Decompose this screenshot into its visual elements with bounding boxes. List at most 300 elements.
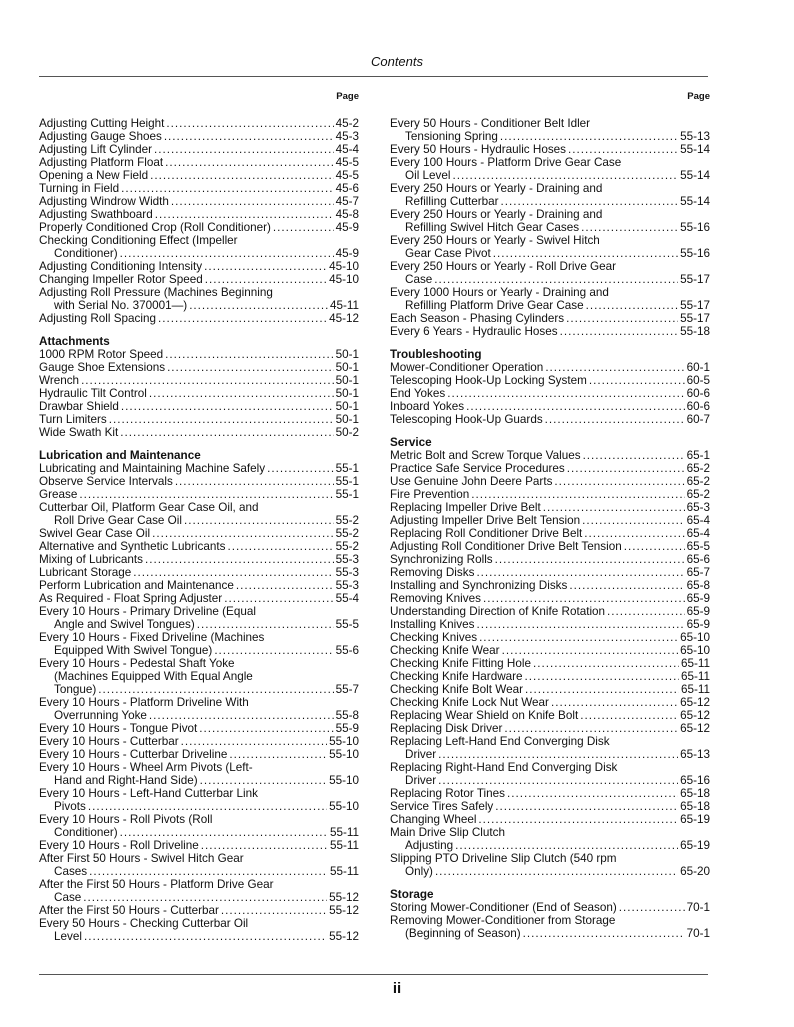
toc-entry xyxy=(39,413,359,426)
toc-entry xyxy=(390,527,710,540)
entry-title: Level xyxy=(54,930,82,943)
entry-title-line: Every 250 Hours or Yearly - Swivel Hitch xyxy=(390,234,600,247)
entry-title: Every 10 Hours - Tongue Pivot xyxy=(39,722,198,735)
toc-left-column xyxy=(39,90,359,943)
entry-page-number: 55-1 xyxy=(335,488,359,501)
toc-entry xyxy=(39,426,359,439)
entry-title: Only) xyxy=(405,865,433,878)
entry-title: Conditioner) xyxy=(54,826,118,839)
entry-page-number: 65-4 xyxy=(686,527,710,540)
toc-entry xyxy=(39,488,359,501)
entry-row xyxy=(390,312,710,325)
entry-page-number: 55-6 xyxy=(335,644,359,657)
toc-entry xyxy=(39,748,359,761)
section-title: Lubrication and Maintenance xyxy=(39,449,201,462)
entry-page-number: 65-13 xyxy=(680,748,710,761)
dot-leader xyxy=(81,374,334,387)
entry-title-line: Every 10 Hours - Primary Driveline (Equal xyxy=(39,605,256,618)
dot-leader xyxy=(165,156,334,169)
dot-leader xyxy=(478,813,678,826)
toc-section xyxy=(390,117,710,338)
entry-title: Lubricant Storage xyxy=(39,566,132,579)
entry-title: Adjusting Impeller Drive Belt Tension xyxy=(390,514,581,527)
entry-title: Telescoping Hook-Up Guards xyxy=(390,413,543,426)
entry-row xyxy=(390,221,710,234)
entry-title-line: Every 10 Hours - Left-Hand Cutterbar Link xyxy=(39,787,258,800)
dot-leader xyxy=(551,696,678,709)
entry-row xyxy=(390,748,710,761)
entry-title-line: Every 10 Hours - Pedestal Shaft Yoke xyxy=(39,657,235,670)
toc-section xyxy=(39,335,359,439)
toc-entry xyxy=(390,449,710,462)
entry-page-number: 65-11 xyxy=(680,657,710,670)
dot-leader xyxy=(545,413,685,426)
entry-page-number: 55-3 xyxy=(335,553,359,566)
toc-entry xyxy=(390,208,710,234)
dot-leader xyxy=(145,553,334,566)
dot-leader xyxy=(560,325,679,338)
entry-title: Mixing of Lubricants xyxy=(39,553,143,566)
section-title: Storage xyxy=(390,888,434,901)
dot-leader xyxy=(184,514,334,527)
entry-title: Overrunning Yoke xyxy=(54,709,147,722)
toc-entry xyxy=(39,722,359,735)
dot-leader xyxy=(525,683,679,696)
entry-row xyxy=(390,488,710,501)
entry-title: Hydraulic Tilt Control xyxy=(39,387,147,400)
entry-title: Changing Impeller Rotor Speed xyxy=(39,273,203,286)
entry-title-line: Every 50 Hours - Conditioner Belt Idler xyxy=(390,117,591,130)
entry-row xyxy=(39,774,359,787)
entry-title: Equipped With Swivel Tongue) xyxy=(54,644,213,657)
entry-row xyxy=(39,839,359,852)
entry-page-number: 55-9 xyxy=(335,722,359,735)
entry-page-number: 65-10 xyxy=(680,644,710,657)
dot-leader xyxy=(152,527,334,540)
entry-row xyxy=(390,374,710,387)
toc-entry xyxy=(390,260,710,286)
entry-page-number: 45-5 xyxy=(335,169,359,182)
toc-entry xyxy=(39,195,359,208)
toc-entry xyxy=(39,878,359,904)
entry-title: Adjusting Lift Cylinder xyxy=(39,143,153,156)
dot-leader xyxy=(165,348,334,361)
entry-title: Checking Knives xyxy=(390,631,478,644)
entry-row xyxy=(390,527,710,540)
entry-page-number: 55-2 xyxy=(335,527,359,540)
entry-row xyxy=(39,930,359,943)
toc-entry xyxy=(39,813,359,839)
entry-row xyxy=(390,605,710,618)
toc-section xyxy=(39,117,359,325)
entry-row xyxy=(390,644,710,657)
entry-page-number: 55-11 xyxy=(329,839,359,852)
toc-entry xyxy=(39,117,359,130)
entry-page-number: 55-3 xyxy=(335,566,359,579)
entry-title: Mower-Conditioner Operation xyxy=(390,361,544,374)
toc-entry xyxy=(39,475,359,488)
toc-entry xyxy=(390,579,710,592)
entry-page-number: 50-2 xyxy=(335,426,359,439)
toc-entry xyxy=(39,540,359,553)
dot-leader xyxy=(580,709,678,722)
entry-page-number: 45-8 xyxy=(335,208,359,221)
entry-page-number: 55-14 xyxy=(680,143,710,156)
entry-title: Replacing Roll Conditioner Drive Belt xyxy=(390,527,583,540)
dot-leader xyxy=(543,501,685,514)
entry-page-number: 45-5 xyxy=(335,156,359,169)
toc-entry xyxy=(39,735,359,748)
entry-title: Adjusting Roll Spacing xyxy=(39,312,156,325)
entry-page-number: 55-12 xyxy=(329,930,359,943)
entry-row xyxy=(390,927,710,940)
entry-title: with Serial No. 370001—) xyxy=(54,299,188,312)
dot-leader xyxy=(545,361,684,374)
entry-title-line: (Machines Equipped With Equal Angle xyxy=(54,670,253,683)
entry-page-number: 45-9 xyxy=(335,247,359,260)
entry-row xyxy=(39,400,359,413)
dot-leader xyxy=(166,117,333,130)
entry-page-number: 60-5 xyxy=(686,374,710,387)
entry-page-number: 65-5 xyxy=(686,540,710,553)
entry-page-number: 50-1 xyxy=(335,374,359,387)
entry-title-line: Cutterbar Oil, Platform Gear Case Oil, and xyxy=(39,501,259,514)
toc-section xyxy=(390,348,710,426)
entry-title: Adjusting Windrow Width xyxy=(39,195,169,208)
dot-leader xyxy=(466,400,685,413)
entry-row xyxy=(39,891,359,904)
toc-section xyxy=(390,888,710,940)
entry-page-number: 65-9 xyxy=(686,605,710,618)
entry-title: Metric Bolt and Screw Torque Values xyxy=(390,449,581,462)
toc-entry xyxy=(39,273,359,286)
dot-leader xyxy=(624,540,685,553)
entry-page-number: 65-1 xyxy=(686,449,710,462)
entry-title: Refilling Swivel Hitch Gear Cases xyxy=(405,221,580,234)
entry-row xyxy=(39,566,359,579)
entry-row xyxy=(390,130,710,143)
entry-page-number: 55-17 xyxy=(680,299,710,312)
entry-title: Every 50 Hours - Hydraulic Hoses xyxy=(390,143,567,156)
entry-title-line: Every 10 Hours - Wheel Arm Pivots (Left- xyxy=(39,761,253,774)
entry-page-number: 60-1 xyxy=(686,361,710,374)
toc-entry xyxy=(390,182,710,208)
entry-page-number: 45-10 xyxy=(329,273,359,286)
entry-title-line: Slipping PTO Driveline Slip Clutch (540 rpm xyxy=(390,852,617,865)
entry-row xyxy=(39,553,359,566)
entry-title-line: Every 10 Hours - Roll Pivots (Roll xyxy=(39,813,213,826)
entry-page-number: 65-12 xyxy=(680,722,710,735)
entry-row xyxy=(39,374,359,387)
entry-row xyxy=(390,449,710,462)
page-title: Contents xyxy=(370,54,424,69)
entry-title-line: After First 50 Hours - Swivel Hitch Gear xyxy=(39,852,244,865)
entry-page-number: 65-11 xyxy=(680,670,710,683)
dot-leader xyxy=(133,566,333,579)
toc-entry xyxy=(39,852,359,878)
entry-row xyxy=(390,839,710,852)
entry-row xyxy=(39,413,359,426)
entry-title: Installing Knives xyxy=(390,618,475,631)
toc-entry xyxy=(390,722,710,735)
entry-row xyxy=(390,722,710,735)
entry-title: Every 6 Years - Hydraulic Hoses xyxy=(390,325,558,338)
entry-row xyxy=(390,413,710,426)
toc-entry xyxy=(39,501,359,527)
entry-page-number: 55-16 xyxy=(680,221,710,234)
toc-entry xyxy=(390,488,710,501)
dot-leader xyxy=(121,400,334,413)
entry-title: Cases xyxy=(54,865,88,878)
entry-title: Driver xyxy=(405,774,437,787)
entry-row xyxy=(39,618,359,631)
entry-row xyxy=(39,273,359,286)
toc-entry xyxy=(390,475,710,488)
entry-page-number: 55-10 xyxy=(329,774,359,787)
entry-title: Inboard Yokes xyxy=(390,400,465,413)
entry-page-number: 65-11 xyxy=(680,683,710,696)
entry-row xyxy=(390,657,710,670)
toc-entry xyxy=(39,143,359,156)
dot-leader xyxy=(566,312,678,325)
entry-title: Driver xyxy=(405,748,437,761)
entry-title-line: Checking Conditioning Effect (Impeller xyxy=(39,234,238,247)
toc-entry xyxy=(39,631,359,657)
entry-title: Each Season - Phasing Cylinders xyxy=(390,312,565,325)
toc-entry xyxy=(390,826,710,852)
dot-leader xyxy=(483,592,685,605)
entry-page-number: 65-3 xyxy=(686,501,710,514)
entry-title: Changing Wheel xyxy=(390,813,477,826)
entry-title: Every 10 Hours - Roll Driveline xyxy=(39,839,199,852)
entry-row xyxy=(390,169,710,182)
dot-leader xyxy=(501,195,679,208)
entry-title-line: Every 100 Hours - Platform Drive Gear Case xyxy=(390,156,622,169)
dot-leader xyxy=(181,735,327,748)
entry-title-line: Every 1000 Hours or Yearly - Draining and xyxy=(390,286,609,299)
toc-right-column xyxy=(390,90,710,940)
entry-page-number: 55-18 xyxy=(680,325,710,338)
dot-leader xyxy=(452,169,678,182)
toc-entry xyxy=(390,787,710,800)
footer-rule xyxy=(39,974,708,975)
entry-title: End Yokes xyxy=(390,387,446,400)
entry-page-number: 55-14 xyxy=(680,169,710,182)
entry-page-number: 60-6 xyxy=(686,400,710,413)
entry-page-number: 65-18 xyxy=(680,787,710,800)
entry-page-number: 50-1 xyxy=(335,400,359,413)
entry-page-number: 65-2 xyxy=(686,488,710,501)
toc-entry xyxy=(39,312,359,325)
dot-leader xyxy=(167,361,334,374)
toc-entry xyxy=(39,208,359,221)
entry-page-number: 55-2 xyxy=(335,514,359,527)
entry-title: Pivots xyxy=(54,800,86,813)
toc-entry xyxy=(39,553,359,566)
entry-page-number: 55-7 xyxy=(335,683,359,696)
dot-leader xyxy=(525,670,679,683)
entry-page-number: 55-12 xyxy=(329,904,359,917)
toc-entry xyxy=(390,413,710,426)
toc-entry xyxy=(39,761,359,787)
entry-title: Installing and Synchronizing Disks xyxy=(390,579,568,592)
entry-row xyxy=(390,670,710,683)
entry-page-number: 55-11 xyxy=(329,865,359,878)
toc-entry xyxy=(39,387,359,400)
entry-title: Use Genuine John Deere Parts xyxy=(390,475,553,488)
dot-leader xyxy=(569,579,684,592)
entry-row xyxy=(39,247,359,260)
dot-leader xyxy=(495,553,685,566)
dot-leader xyxy=(229,748,327,761)
entry-row xyxy=(39,130,359,143)
entry-title: Conditioner) xyxy=(54,247,118,260)
toc-entry xyxy=(39,286,359,312)
entry-page-number: 55-13 xyxy=(680,130,710,143)
toc-entry xyxy=(39,579,359,592)
entry-title: Lubricating and Maintaining Machine Safely xyxy=(39,462,266,475)
toc-entry xyxy=(390,618,710,631)
dot-leader xyxy=(227,540,333,553)
entry-page-number: 45-12 xyxy=(329,312,359,325)
toc-entry xyxy=(390,901,710,914)
entry-page-number: 70-1 xyxy=(686,927,710,940)
toc-entry xyxy=(39,169,359,182)
entry-page-number: 55-5 xyxy=(335,618,359,631)
toc-entry xyxy=(39,566,359,579)
dot-leader xyxy=(120,247,334,260)
entry-title: Drawbar Shield xyxy=(39,400,119,413)
entry-row xyxy=(390,592,710,605)
toc-entry xyxy=(39,904,359,917)
entry-row xyxy=(39,117,359,130)
dot-leader xyxy=(205,273,327,286)
entry-title-line: Every 250 Hours or Yearly - Draining and xyxy=(390,182,603,195)
dot-leader xyxy=(476,566,684,579)
toc-entry xyxy=(390,605,710,618)
dot-leader xyxy=(155,208,334,221)
dot-leader xyxy=(98,683,333,696)
entry-page-number: 65-20 xyxy=(680,865,710,878)
entry-row xyxy=(390,553,710,566)
toc-entry xyxy=(39,657,359,696)
entry-page-number: 45-7 xyxy=(335,195,359,208)
entry-title: Alternative and Synthetic Lubricants xyxy=(39,540,226,553)
toc-sections xyxy=(39,117,359,943)
entry-row xyxy=(390,247,710,260)
dot-leader xyxy=(121,182,333,195)
toc-entry xyxy=(390,462,710,475)
entry-title: Hand and Right-Hand Side) xyxy=(54,774,198,787)
entry-title: Swivel Gear Case Oil xyxy=(39,527,151,540)
toc-entry xyxy=(390,540,710,553)
entry-row xyxy=(390,696,710,709)
entry-title-line: After the First 50 Hours - Platform Drive Gear xyxy=(39,878,274,891)
entry-title-line: Replacing Left-Hand End Converging Disk xyxy=(390,735,610,748)
entry-row xyxy=(39,488,359,501)
entry-page-number: 50-1 xyxy=(335,361,359,374)
entry-row xyxy=(390,631,710,644)
entry-page-number: 55-1 xyxy=(335,475,359,488)
entry-row xyxy=(39,592,359,605)
entry-page-number: 55-17 xyxy=(680,312,710,325)
entry-page-number: 65-4 xyxy=(686,514,710,527)
entry-row xyxy=(390,514,710,527)
entry-row xyxy=(39,156,359,169)
toc-entry xyxy=(390,696,710,709)
toc-entry xyxy=(39,462,359,475)
entry-title: Turn Limiters xyxy=(39,413,107,426)
entry-page-number: 65-12 xyxy=(680,709,710,722)
toc-entry xyxy=(390,566,710,579)
entry-title: Every 10 Hours - Cutterbar Driveline xyxy=(39,748,228,761)
entry-page-number: 55-12 xyxy=(329,891,359,904)
entry-row xyxy=(39,169,359,182)
entry-row xyxy=(39,361,359,374)
toc-entry xyxy=(390,514,710,527)
entry-title: Adjusting xyxy=(405,839,454,852)
entry-page-number: 55-10 xyxy=(329,800,359,813)
dot-leader xyxy=(199,722,333,735)
toc-entry xyxy=(390,312,710,325)
entry-title: Refilling Cutterbar xyxy=(405,195,499,208)
toc-entry xyxy=(39,917,359,943)
entry-row xyxy=(39,579,359,592)
dot-leader xyxy=(434,273,678,286)
entry-row xyxy=(39,299,359,312)
dot-leader xyxy=(171,195,334,208)
entry-title: Refilling Platform Drive Gear Case xyxy=(405,299,584,312)
entry-title-line: Every 250 Hours or Yearly - Draining and xyxy=(390,208,603,221)
dot-leader xyxy=(158,312,327,325)
entry-row xyxy=(390,774,710,787)
entry-row xyxy=(390,325,710,338)
entry-title: After the First 50 Hours - Cutterbar xyxy=(39,904,219,917)
entry-row xyxy=(39,462,359,475)
entry-title: Observe Service Intervals xyxy=(39,475,173,488)
section-title: Service xyxy=(390,436,432,449)
dot-leader xyxy=(438,748,678,761)
entry-row xyxy=(390,195,710,208)
dot-leader xyxy=(582,514,684,527)
toc-entry xyxy=(390,592,710,605)
entry-row xyxy=(39,800,359,813)
dot-leader xyxy=(504,722,678,735)
dot-leader xyxy=(607,605,685,618)
entry-title: Service Tires Safely xyxy=(390,800,494,813)
entry-title: Every 10 Hours - Cutterbar xyxy=(39,735,179,748)
toc-entry xyxy=(390,325,710,338)
dot-leader xyxy=(224,592,333,605)
toc-entry xyxy=(39,605,359,631)
dot-leader xyxy=(221,904,327,917)
entry-title: Case xyxy=(54,891,82,904)
entry-page-number: 65-2 xyxy=(686,462,710,475)
entry-page-number: 65-10 xyxy=(680,631,710,644)
dot-leader xyxy=(493,247,678,260)
entry-title: Synchronizing Rolls xyxy=(390,553,493,566)
entry-page-number: 65-18 xyxy=(680,800,710,813)
entry-page-number: 50-1 xyxy=(335,413,359,426)
entry-title: Removing Knives xyxy=(390,592,481,605)
entry-row xyxy=(39,475,359,488)
toc-entry xyxy=(390,683,710,696)
dot-leader xyxy=(581,221,678,234)
entry-page-number: 65-9 xyxy=(686,592,710,605)
section-title: Attachments xyxy=(39,335,110,348)
toc-entry xyxy=(39,260,359,273)
toc-section xyxy=(390,436,710,878)
